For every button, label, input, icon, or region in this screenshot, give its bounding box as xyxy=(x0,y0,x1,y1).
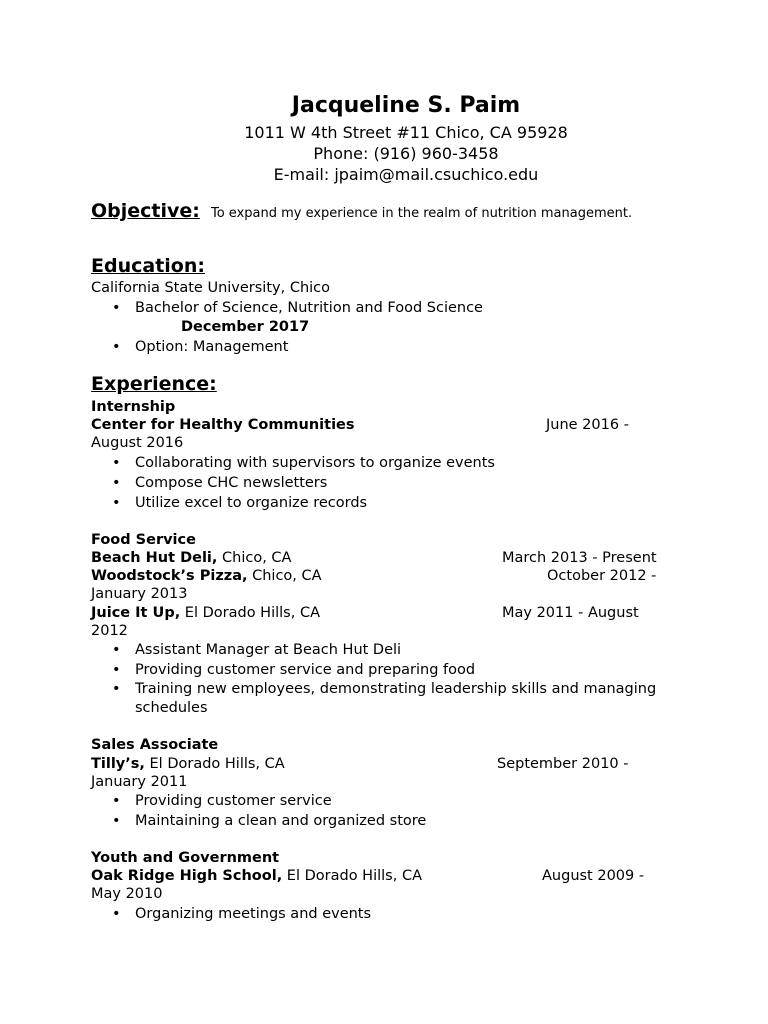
education-school: California State University, Chico xyxy=(91,280,331,296)
bullet-icon: • xyxy=(112,642,121,658)
objective-section xyxy=(91,200,632,222)
oak-ridge-dates: August 2009 - xyxy=(542,868,645,884)
tillys-dates-cont: January 2011 xyxy=(91,774,188,790)
internship-bullets xyxy=(112,453,495,513)
food-service-bullets xyxy=(112,640,695,718)
job-tillys: Tilly’s, El Dorado Hills, CA xyxy=(91,756,285,772)
woodstocks-dates-cont: January 2013 xyxy=(91,586,188,602)
job-juice-it-up: Juice It Up, El Dorado Hills, CA xyxy=(91,605,320,621)
internship-org: Center for Healthy Communities xyxy=(91,417,355,433)
bullet-icon: • xyxy=(112,495,121,511)
juice-it-up-dates-cont: 2012 xyxy=(91,623,128,639)
list-item: • Compose CHC newsletters xyxy=(112,475,328,491)
bullet-icon: • xyxy=(112,906,121,922)
bullet-icon: • xyxy=(112,681,121,697)
sales-bullets xyxy=(112,791,426,831)
food-service-category: Food Service xyxy=(91,532,196,548)
bullet-icon: • xyxy=(112,300,121,316)
oak-ridge-dates-cont: May 2010 xyxy=(91,886,163,902)
objective-title: Objective: xyxy=(91,200,200,222)
job-oak-ridge: Oak Ridge High School, El Dorado Hills, CA xyxy=(91,868,422,884)
internship-dates-cont: August 2016 xyxy=(91,435,184,451)
beach-hut-dates: March 2013 - Present xyxy=(502,550,657,566)
applicant-name: Jacqueline S. Paim xyxy=(291,93,521,118)
list-item: • Organizing meetings and events xyxy=(112,906,372,922)
youth-bullets xyxy=(112,904,371,924)
objective-text: To expand my experience in the realm of nutrition management. xyxy=(210,206,633,221)
list-item: • Providing customer service and preparing food xyxy=(112,662,476,678)
job-beach-hut: Beach Hut Deli, Chico, CA xyxy=(91,550,292,566)
list-item: • Maintaining a clean and organized store xyxy=(112,813,427,829)
list-item: • Collaborating with supervisors to organize events xyxy=(112,455,495,471)
list-item: • Option: Management xyxy=(112,339,289,355)
bullet-icon: • xyxy=(112,339,121,355)
education-title: Education: xyxy=(91,255,205,277)
bullet-icon: • xyxy=(112,662,121,678)
list-item: • Providing customer service xyxy=(112,793,332,809)
internship-category: Internship xyxy=(91,399,176,415)
education-list-1 xyxy=(112,298,483,318)
list-item: • Training new employees, demonstrating leadership skills and managing schedules xyxy=(112,681,657,716)
email-line: E-mail: jpaim@mail.csuchico.edu xyxy=(273,165,539,184)
education-date: December 2017 xyxy=(181,319,310,335)
tillys-dates: September 2010 - xyxy=(497,756,629,772)
experience-title: Experience: xyxy=(91,373,217,395)
sales-category: Sales Associate xyxy=(91,737,219,753)
bullet-icon: • xyxy=(112,455,121,471)
bullet-icon: • xyxy=(112,813,121,829)
phone-line: Phone: (916) 960-3458 xyxy=(313,144,499,163)
internship-dates: June 2016 - xyxy=(546,417,629,433)
list-item: • Bachelor of Science, Nutrition and Food Science xyxy=(112,300,483,316)
youth-category: Youth and Government xyxy=(91,850,280,866)
resume-header xyxy=(0,90,768,185)
job-woodstocks: Woodstock’s Pizza, Chico, CA xyxy=(91,568,322,584)
juice-it-up-dates: May 2011 - August xyxy=(502,605,639,621)
education-list-2 xyxy=(112,337,288,357)
address-line: 1011 W 4th Street #11 Chico, CA 95928 xyxy=(244,123,568,142)
bullet-icon: • xyxy=(112,475,121,491)
list-item: • Assistant Manager at Beach Hut Deli xyxy=(112,642,402,658)
bullet-icon: • xyxy=(112,793,121,809)
list-item: • Utilize excel to organize records xyxy=(112,495,368,511)
woodstocks-dates: October 2012 - xyxy=(547,568,657,584)
